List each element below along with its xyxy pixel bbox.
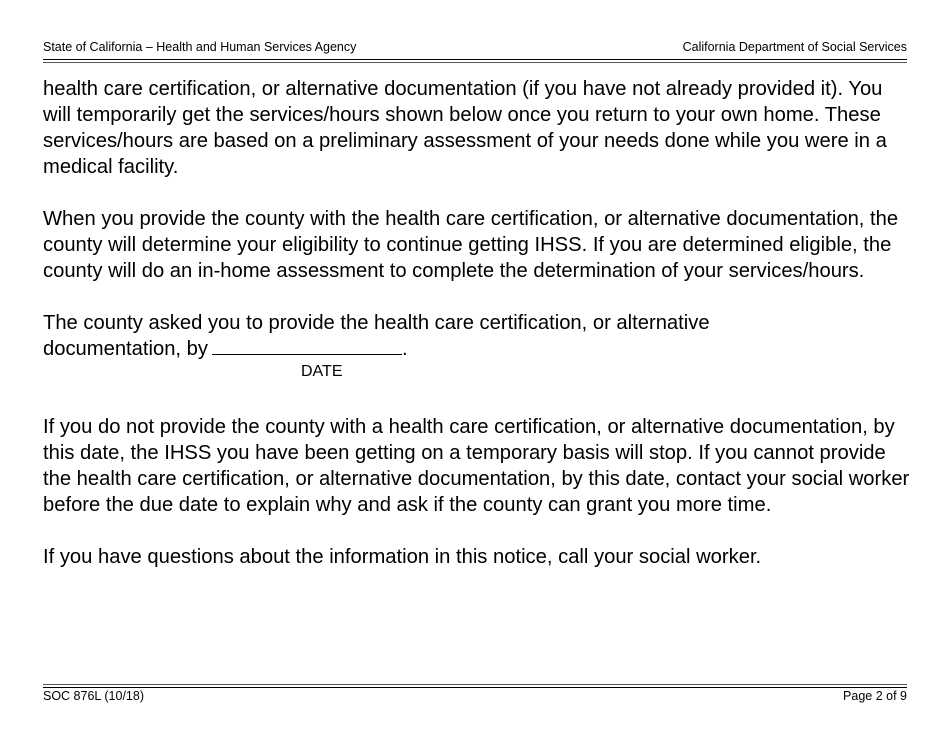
due-date-text-line2: documentation, by: [43, 338, 208, 360]
paragraph-questions: If you have questions about the information in this notice, call your social worker.: [43, 546, 762, 568]
header-rule-bottom: [43, 62, 907, 63]
header-rule-top: [43, 59, 907, 60]
paragraph-eligibility: When you provide the county with the health care certification, or alternative documentation, the county will determine your eligibility to continue getting IHSS. If you are determined eligible, the county will do an in-home assessment to complete the determination of your services/hours.: [43, 208, 899, 282]
agency-name: State of California – Health and Human Services Agency: [43, 40, 357, 54]
paragraph-temporary-services: health care certification, or alternative documentation (if you have not already provided it). You will temporarily get the services/hours shown below once you return to your own home. These services/hours are based on a preliminary assessment of your needs done while you were in a medical facility.: [43, 78, 887, 178]
footer-rule-top: [43, 684, 907, 685]
paragraph-consequences: If you do not provide the county with a health care certification, or alternative documentation, by this date, the IHSS you have been getting on a temporary basis will stop. If you cannot provide the health care certification, or alternative documentation, by this date, contact your social worker before the due date to explain why and ask if the county can grant you more time.: [43, 416, 910, 516]
date-label: DATE: [301, 363, 343, 380]
footer-rule-bottom: [43, 687, 907, 688]
date-blank-line[interactable]: [212, 336, 402, 355]
form-number: SOC 876L (10/18): [43, 689, 144, 703]
notice-body: [43, 76, 910, 596]
paragraph-due-date: [43, 310, 910, 362]
page-header: [43, 38, 907, 58]
due-date-text-line1: The county asked you to provide the health care certification, or alternative: [43, 312, 710, 334]
department-name: California Department of Social Services: [682, 40, 907, 54]
page-number: Page 2 of 9: [843, 689, 907, 703]
due-date-period: .: [401, 338, 408, 360]
